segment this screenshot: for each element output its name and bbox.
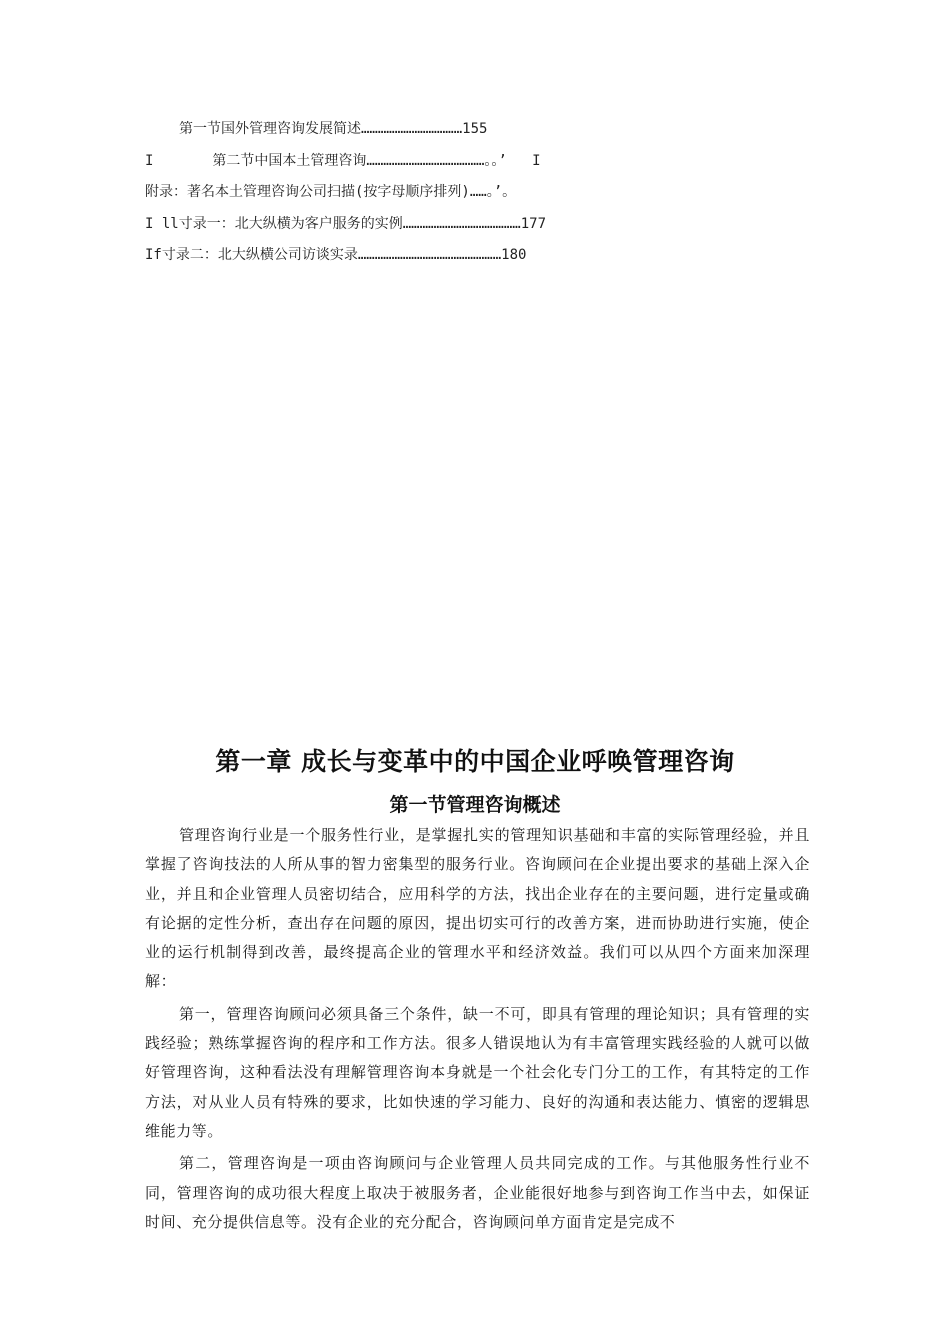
paragraph: 管理咨询行业是一个服务性行业，是掌握扎实的管理知识基础和丰富的实际管理经验，并且掌握了咨询技法的人所从事的智力密集型的服务行业。咨询顾问在企业提出要求的基础上深入企业，并且和企业管理人员密切结合，应用科学的方法，找出企业存在的主要问题，进行定量或确有论据的定性分析，查出存在问题的原因，提出切实可行的改善方案，进而协助进行实施，使企业的运行机制得到改善，最终提高企业的管理水平和经济效益。我们可以从四个方面来加深理解：: [145, 826, 810, 991]
table-of-contents: [145, 114, 825, 272]
paragraph: 第一，管理咨询顾问必须具备三个条件，缺一不可，即具有管理的理论知识；具有管理的实践经验；熟练掌握咨询的程序和工作方法。很多人错误地认为有丰富管理实践经验的人就可以做好管理咨询，这种看法没有理解管理咨询本身就是一个社会化专门分工的工作，有其特定的工作方法，对从业人员有特殊的要求，比如快速的学习能力、良好的沟通和表达能力、慎密的逻辑思维能力等。: [145, 1004, 810, 1140]
toc-entry: If寸录二：北大纵横公司访谈实录……………………………………………180: [145, 247, 527, 263]
toc-entry: I 第二节中国本土管理咨询……………………………………。。’ I: [145, 152, 541, 169]
toc-entry: 第一节国外管理咨询发展简述………………………………155: [179, 121, 488, 137]
body-text: [145, 821, 810, 1237]
section-title: 第一节管理咨询概述: [389, 794, 561, 816]
toc-entry: 附录：著名本土管理咨询公司扫描(按字母顺序排列)……。’。: [145, 184, 517, 200]
paragraph: 第二，管理咨询是一项由咨询顾问与企业管理人员共同完成的工作。与其他服务性行业不同，管理咨询的成功很大程度上取决于被服务者，企业能很好地参与到咨询工作当中去，如保证时间、充分提供信息等。没有企业的充分配合，咨询顾问单方面肯定是完成不: [145, 1154, 810, 1231]
chapter-title: 第一章 成长与变革中的中国企业呼唤管理咨询: [215, 747, 735, 776]
toc-entry: I ll寸录一：北大纵横为客户服务的实例……………………………………177: [145, 215, 547, 232]
